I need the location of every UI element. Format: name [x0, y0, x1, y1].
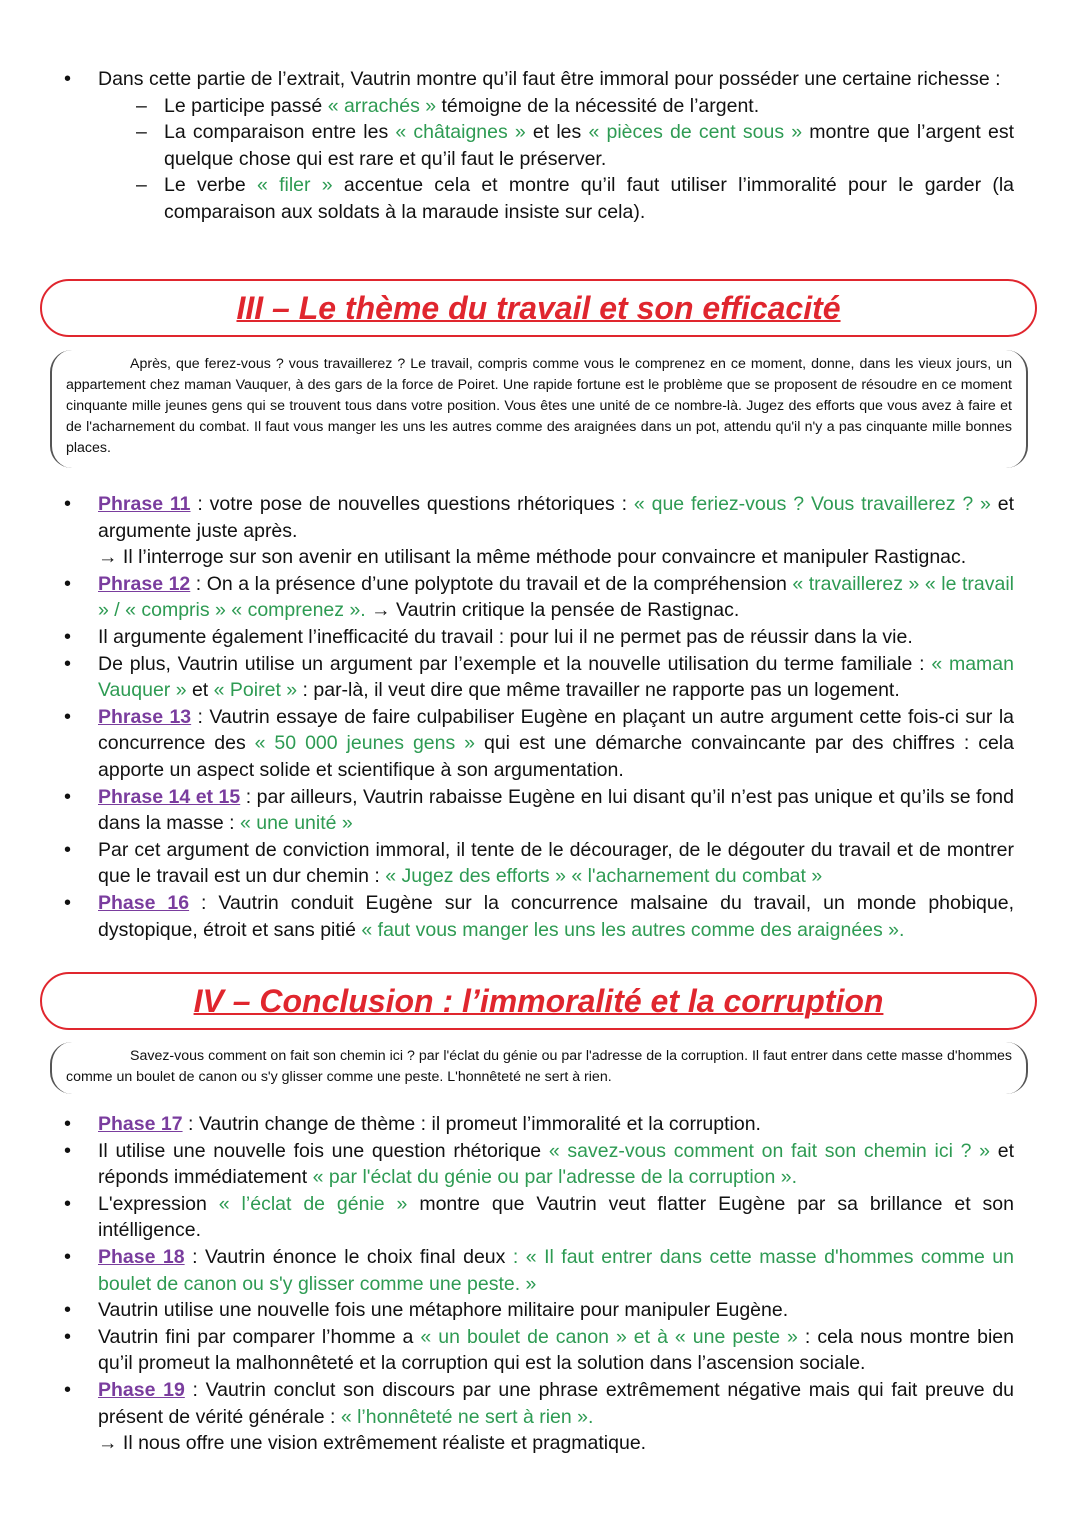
bullet-item: • De plus, Vautrin utilise un argument par l’exemple et la nouvelle utilisation du terme familiale : « maman Vauquer » et « Poiret » : par-là, il veut dire que même travailler ne rapporte pas un logement.: [0, 651, 1080, 704]
arrow-icon: →: [98, 546, 118, 569]
bullet-item: • Phase 18 : Vautrin énonce le choix final deux : « Il faut entrer dans cette masse d'hommes comme un boulet de canon ou s'y glisser comme une peste. »: [0, 1244, 1080, 1297]
section-3-title: III – Le thème du travail et son efficacité: [236, 289, 841, 326]
bullet-item: • L'expression « l’éclat de génie » montre que Vautrin veut flatter Eugène par sa brillance et son intélligence.: [0, 1191, 1080, 1244]
dash-item: – Le participe passé « arrachés » témoigne de la nécessité de l’argent.: [98, 93, 1014, 120]
section-4-quote: Savez-vous comment on fait son chemin ici ? par l'éclat du génie ou par l'adresse de la corruption. Il faut entrer dans cette masse d'hommes comme un boulet de canon ou s'y glisser comme une peste. L'honnêteté ne sert à rien.: [50, 1042, 1028, 1094]
section-3-quote: Après, que ferez-vous ? vous travaillerez ? Le travail, compris comme vous le comprenez en ce moment, donne, dans les vieux jours, un appartement chez maman Vauquer, à des gars de la force de Poiret. Une rapide fortune est le problème que se proposent de résoudre en ce moment cinquante mille jeunes gens qui se trouvent tous dans votre position. Vous êtes une unité de ce nombre-là. Jugez des efforts que vous avez à faire et de l'acharnement du combat. Il faut vous manger les uns les autres comme des araignées dans un pot, attendu qu'il n'y a pas cinquante mille bonnes places.: [50, 350, 1028, 468]
dash-item: – La comparaison entre les « châtaignes » et les « pièces de cent sous » montre que l’argent est quelque chose qui est rare et qu’il faut le préserver.: [98, 119, 1014, 172]
bullet-item: • Par cet argument de conviction immoral, il tente de le décourager, de le dégouter du travail et de montrer que le travail est un dur chemin : « Jugez des efforts » « l'acharnement du combat »: [0, 837, 1080, 890]
bullet-item: • Phrase 12 : On a la présence d’une polyptote du travail et de la compréhension « travaillerez » « le travail » / « compris » « comprenez ». → Vautrin critique la pensée de Rastignac.: [0, 571, 1080, 624]
bullet-item: • Phase 17 : Vautrin change de thème : il promeut l’immoralité et la corruption.: [0, 1111, 1080, 1138]
arrow-icon: →: [98, 1432, 118, 1455]
bullet-item: • Vautrin fini par comparer l’homme a « un boulet de canon » et à « une peste » : cela nous montre bien qu’il promeut la malhonnêteté et la corruption qui est la solution dans l’ascension sociale.: [0, 1324, 1080, 1377]
bullet-item: • Phrase 14 et 15 : par ailleurs, Vautrin rabaisse Eugène en lui disant qu’il n’est pas unique et qu’ils se fond dans la masse : « une unité »: [0, 784, 1080, 837]
section-3-title-box: [40, 279, 1037, 337]
section-4-title-box: [40, 972, 1037, 1030]
bullet-item: • Phase 19 : Vautrin conclut son discours par une phrase extrêmement négative mais qui fait preuve du présent de vérité générale : « l’honnêteté ne sert à rien ». → Il nous offre une vision extrêmement réaliste et pragmatique.: [0, 1377, 1080, 1457]
section-3-bullets: [0, 491, 1080, 943]
arrow-icon: →: [365, 599, 391, 622]
section-4-title: IV – Conclusion : l’immoralité et la corruption: [193, 982, 884, 1019]
bullet-item: • Phrase 13 : Vautrin essaye de faire culpabiliser Eugène en plaçant un autre argument cette fois-ci sur la concurrence des « 50 000 jeunes gens » qui est une démarche convaincante par des chiffres : cela apporte un aspect solide et scientifique à son argumentation.: [0, 704, 1080, 784]
dash-item: – Le verbe « filer » accentue cela et montre qu’il faut utiliser l’immoralité pour le garder (la comparaison aux soldats à la maraude insiste sur cela).: [98, 172, 1014, 225]
section-4-bullets: [0, 1111, 1080, 1457]
bullet-item: • Phrase 11 : votre pose de nouvelles questions rhétoriques : « que feriez-vous ? Vous travaillerez ? » et argumente juste après. → Il l’interroge sur son avenir en utilisant la même méthode pour convaincre et manipuler Rastignac.: [0, 491, 1080, 571]
intro-section: [0, 66, 1080, 226]
bullet-item: • Phase 16 : Vautrin conduit Eugène sur la concurrence malsaine du travail, un monde phobique, dystopique, étroit et sans pitié « faut vous manger les uns les autres comme des araignées ».: [0, 890, 1080, 943]
bullet-item: • Vautrin utilise une nouvelle fois une métaphore militaire pour manipuler Eugène.: [0, 1297, 1080, 1324]
bullet-item: • Il utilise une nouvelle fois une question rhétorique « savez-vous comment on fait son chemin ici ? » et réponds immédiatement « par l'éclat du génie ou par l'adresse de la corruption ».: [0, 1138, 1080, 1191]
bullet-item: • Il argumente également l’inefficacité du travail : pour lui il ne permet pas de réussir dans la vie.: [0, 624, 1080, 651]
bullet-item: • Dans cette partie de l’extrait, Vautrin montre qu’il faut être immoral pour posséder une certaine richesse : – Le participe passé « arrachés » témoigne de la nécessité de l’argent. – La comparaison entre les « châtaignes » et les « pièces de cent sous » montre que l’argent est quelque chose qui est rare et qu’il faut le préserver. – Le verbe « filer » accentue cela et montre qu’il faut utiliser l’immoralité pour le garder (la comparaison aux soldats à la maraude insiste sur cela).: [0, 66, 1080, 226]
